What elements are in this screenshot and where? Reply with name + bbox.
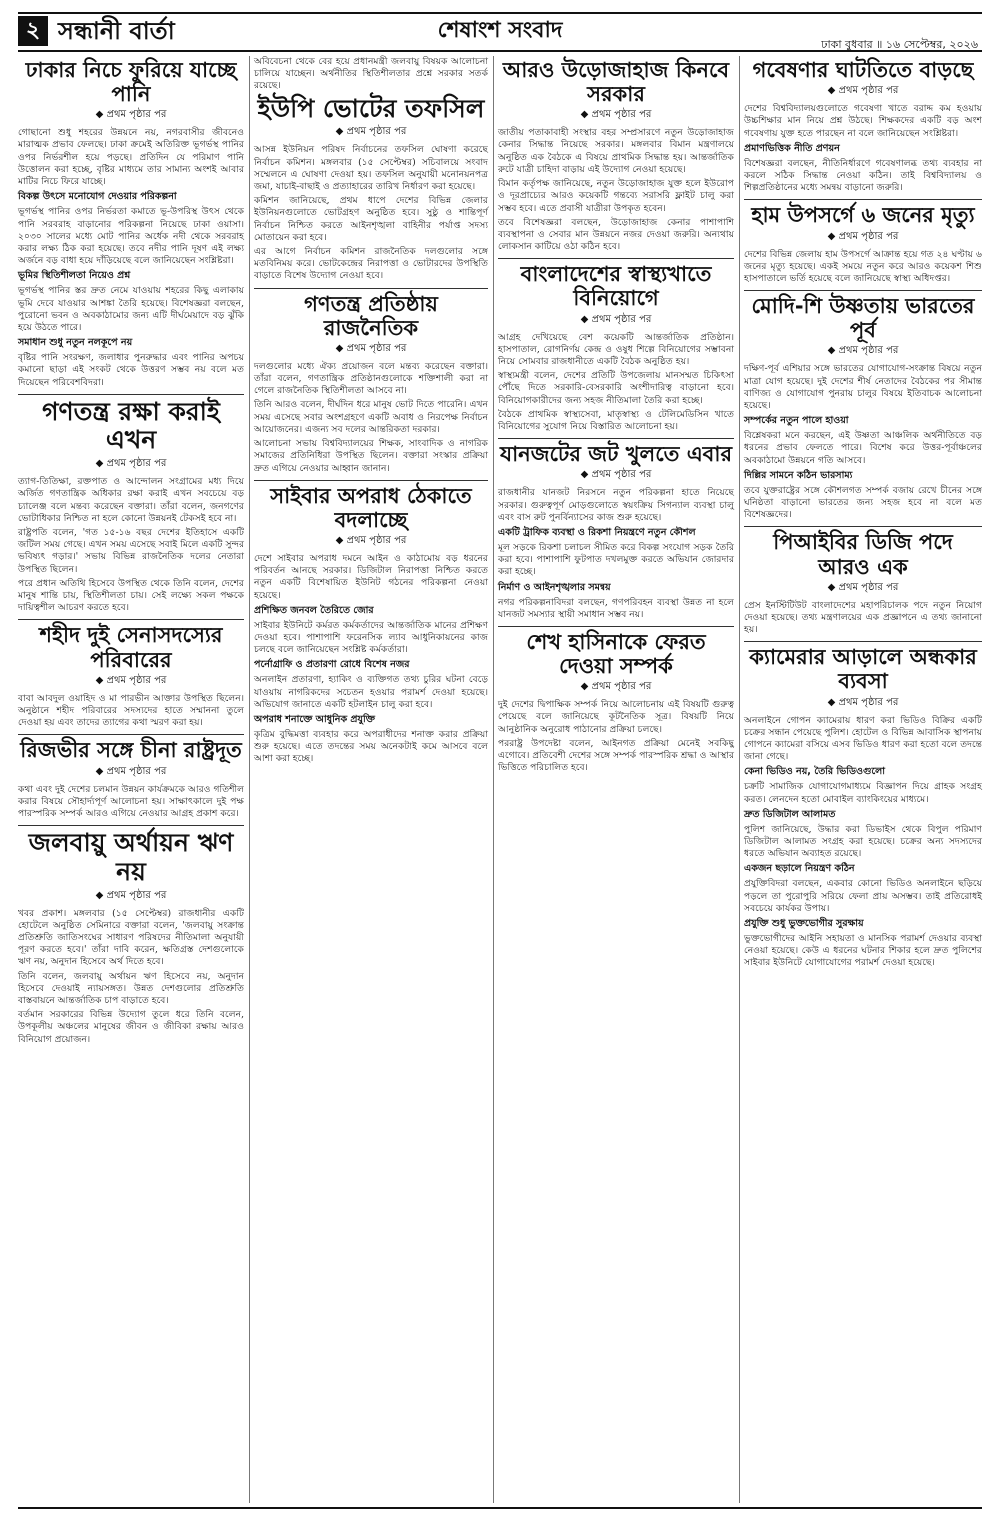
column-4 bbox=[744, 56, 982, 972]
byline: ◆ প্রথম পৃষ্ঠার পর bbox=[95, 458, 167, 470]
headline[interactable]: রিজভীর সঙ্গে চীনা রাষ্ট্রদূত bbox=[20, 738, 242, 763]
divider bbox=[254, 480, 488, 481]
masthead bbox=[18, 12, 982, 52]
byline: ◆ প্রথম পৃষ্ঠার পর bbox=[335, 342, 407, 354]
article-text: আসন্ন ইউনিয়ন পরিষদ নির্বাচনের তফসিল ঘোষণা করেছে নির্বাচন কমিশন। মঙ্গলবার (১৫ সেপ্টেম্বর) সচিবালয়ে সংবাদ সম্মেলনে এ ঘোষণা দেওয়া হয়। তফসিল অনুযায়ী মনোনয়নপত্র জমা, যাচাই-বাছাই ও প্রত্যাহারের তারিখ নির্ধারণ করা হয়েছে। bbox=[254, 144, 488, 192]
subheading: প্রশিক্ষিত জনবল তৈরিতে জোর bbox=[254, 604, 374, 616]
subheading: কেনা ভিডিও নয়, তৈরি ভিডিওগুলো bbox=[744, 766, 886, 778]
subheading: একজন ছড়ালে নিয়ন্ত্রণ কঠিন bbox=[744, 863, 855, 875]
headline[interactable]: গণতন্ত্র রক্ষা করাই এখন bbox=[42, 396, 220, 455]
article-text: বাবা আবদুল ওয়াহিদ ও মা পারভীন আক্তার উপস্থিত ছিলেন। অনুষ্ঠানে শহীদ পরিবারের সদস্যদের হাতে সম্মাননা তুলে দেওয়া হয় এবং তাদের ত্যাগের কথা স্মরণ করা হয়। bbox=[18, 692, 244, 729]
divider bbox=[744, 526, 982, 527]
byline: ◆ প্রথম পৃষ্ঠার পর bbox=[95, 889, 167, 901]
divider bbox=[498, 438, 734, 439]
article-text: জাতীয় পতাকাবাহী সংস্থার বহর সম্প্রসারণে নতুন উড়োজাহাজ কেনার সিদ্ধান্ত নিয়েছে সরকার। মঙ্গলবার বিমান মন্ত্রণালয়ে অনুষ্ঠিত এক বৈঠকে এ বিষয়ে প্রাথমিক সিদ্ধান্ত হয়। আন্তর্জাতিক রুটে যাত্রী চাহিদা বাড়ায় এই উদ্যোগ নেওয়া হয়েছে। bbox=[498, 127, 734, 175]
headline[interactable]: সাইবার অপরাধ ঠেকাতে বদলাচ্ছে bbox=[270, 483, 472, 532]
divider bbox=[18, 619, 244, 620]
column-divider bbox=[249, 56, 250, 1503]
headline[interactable]: যানজটের জট খুলতে এবার bbox=[499, 442, 733, 467]
byline: ◆ প্রথম পৃষ্ঠার পর bbox=[827, 85, 899, 97]
article-text: নগর পরিকল্পনাবিদরা বলছেন, গণপরিবহন ব্যবস্থা উন্নত না হলে যানজট সমস্যার স্থায়ী সমাধান সম্ভব নয়। bbox=[498, 596, 734, 620]
divider bbox=[18, 394, 244, 395]
article-text: পরে প্রধান অতিথি হিসেবে উপস্থিত থেকে তিনি বলেন, দেশের মানুষ শান্তি চায়, স্থিতিশীলতা চায়। সেই লক্ষ্যে সকল পক্ষকে দায়িত্বশীল আচরণ করতে হবে। bbox=[18, 577, 244, 614]
article-text: চক্রটি সামাজিক যোগাযোগমাধ্যমে বিজ্ঞাপন দিয়ে গ্রাহক সংগ্রহ করত। লেনদেন হতো মোবাইল ব্যাংকিংয়ের মাধ্যমে। bbox=[744, 781, 982, 805]
column-divider bbox=[739, 56, 740, 1503]
article-text: অনলাইন প্রতারণা, হ্যাকিং ও ব্যক্তিগত তথ্য চুরির ঘটনা বেড়ে যাওয়ায় নাগরিকদের সচেতন হওয়ার পরামর্শ দেওয়া হয়েছে। অভিযোগ জানাতে একটি হটলাইন চালু করা হবে। bbox=[254, 674, 488, 710]
article-text: খবর প্রকাশ। মঙ্গলবার (১৫ সেপ্টেম্বর) রাজধানীর একটি হোটেলে অনুষ্ঠিত সেমিনারে বক্তারা বলেন, 'জলবায়ু সংক্রান্ত প্রতিশ্রুতি জাতিসংঘের সাধারণ পরিষদের নীতিমালা অনুযায়ী পূরণ করতে হবে।' তাঁরা দাবি করেন, ক্ষতিগ্রস্ত দেশগুলোকে ঋণ নয়, অনুদান হিসেবে অর্থ দিতে হবে। bbox=[18, 907, 244, 968]
headline[interactable]: শেখ হাসিনাকে ফেরত দেওয়া সম্পর্ক bbox=[526, 629, 706, 679]
article-text: অবিবেচনা থেকে বের হয়ে প্রধানমন্ত্রী জলবায়ু বিষয়ক আলোচনা চালিয়ে যাচ্ছেন। অর্থনীতির স্থিতিশীলতার প্রশ্নে সরকার সতর্ক রয়েছে। bbox=[254, 56, 488, 92]
article-text: কথা এবং দুই দেশের চলমান উন্নয়ন কার্যক্রমকে আরও গতিশীল করার বিষয়ে সৌহার্দ্যপূর্ণ আলোচনা হয়। সাক্ষাৎকালে দুই পক্ষ পারস্পরিক সম্পর্ক আরও এগিয়ে নেওয়ার আগ্রহ প্রকাশ করে। bbox=[18, 783, 244, 819]
column-divider bbox=[493, 56, 494, 1503]
article-text: এর আগে নির্বাচন কমিশন রাজনৈতিক দলগুলোর সঙ্গে মতবিনিময় করে। ভোটকেন্দ্রের নিরাপত্তা ও ভোটারদের উপস্থিতি বাড়াতে বিশেষ উদ্যোগ নেওয়া হবে। bbox=[254, 245, 488, 282]
byline: ◆ প্রথম পৃষ্ঠার পর bbox=[95, 109, 167, 121]
headline[interactable]: পিআইবির ডিজি পদে আরও এক bbox=[773, 530, 953, 579]
subheading: পর্নোগ্রাফি ও প্রতারণা রোধে বিশেষ নজর bbox=[254, 659, 410, 671]
article-text: দক্ষিণ-পূর্ব এশিয়ার সঙ্গে ভারতের যোগাযোগ-সংক্রান্ত বিষয়ে নতুন মাত্রা যোগ হয়েছে। দুই দেশের শীর্ষ নেতাদের বৈঠকের পর সীমান্ত বাণিজ্য ও যোগাযোগ পুনরায় চালুর বিষয়ে ইতিবাচক আলোচনা হয়েছে। bbox=[744, 363, 982, 411]
byline: ◆ প্রথম পৃষ্ঠার পর bbox=[827, 581, 899, 593]
subheading: ভূমির স্থিতিশীলতা নিয়েও প্রশ্ন bbox=[18, 270, 131, 282]
byline: ◆ প্রথম পৃষ্ঠার পর bbox=[335, 534, 407, 546]
article-text: তবে যুক্তরাষ্ট্রের সঙ্গে কৌশলগত সম্পর্ক বজায় রেখে চীনের সঙ্গে ঘনিষ্ঠতা বাড়ানো ভারতের জন্য সহজ হবে না বলে মত বিশেষজ্ঞদের। bbox=[744, 484, 982, 521]
article-text: পররাষ্ট্র উপদেষ্টা বলেন, আইনগত প্রক্রিয়া মেনেই সবকিছু এগোবে। প্রতিবেশী দেশের সঙ্গে সম্পর্ক পারস্পরিক শ্রদ্ধা ও আস্থার ভিত্তিতে পরিচালিত হবে। bbox=[498, 737, 734, 774]
subheading: নির্মাণ ও আইনশৃঙ্খলার সমন্বয় bbox=[498, 581, 611, 593]
article-text: সাইবার ইউনিটে কর্মরত কর্মকর্তাদের আন্তর্জাতিক মানের প্রশিক্ষণ দেওয়া হবে। পাশাপাশি ফরেনসিক ল্যাব আধুনিকায়নের কাজ চলছে বলে জানিয়েছেন সংশ্লিষ্ট কর্মকর্তারা। bbox=[254, 619, 488, 656]
headline[interactable]: আরও উড়োজাহাজ কিনবে সরকার bbox=[502, 58, 730, 107]
article-text: তিনি বলেন, জলবায়ু অর্থায়ন ঋণ হিসেবে নয়, অনুদান হিসেবে দেওয়াই ন্যায়সঙ্গত। উন্নত দেশগুলোর প্রতিশ্রুতি বাস্তবায়নে আন্তর্জাতিক চাপ বাড়াতে হবে। bbox=[18, 970, 244, 1007]
byline: ◆ প্রথম পৃষ্ঠার পর bbox=[95, 765, 167, 777]
byline: ◆ প্রথম পৃষ্ঠার পর bbox=[827, 345, 899, 357]
article-text: রাষ্ট্রপতি বলেন, 'গত ১৫-১৬ বছর দেশের ইতিহাসে একটি জটিল সময় গেছে। এখন সময় এসেছে সবাই মিলে একটি সুন্দর ভবিষ্যৎ গড়ার।' সভায় বিভিন্ন রাজনৈতিক দলের নেতারা উপস্থিত ছিলেন। bbox=[18, 527, 244, 575]
subheading: প্রমাণভিত্তিক নীতি প্রণয়ন bbox=[744, 142, 840, 154]
headline[interactable]: ঢাকার নিচে ফুরিয়ে যাচ্ছে পানি bbox=[25, 58, 237, 107]
byline: ◆ প্রথম পৃষ্ঠার পর bbox=[580, 681, 652, 693]
article-text: ভূগর্ভস্থ পানির স্তর দ্রুত নেমে যাওয়ায় শহরের কিছু এলাকায় ভূমি দেবে যাওয়ার আশঙ্কা তৈরি হয়েছে। বিশেষজ্ঞরা বলছেন, পুরোনো ভবন ও অবকাঠামোর জন্য এটি দীর্ঘমেয়াদে বড় ঝুঁকি হয়ে উঠতে পারে। bbox=[18, 285, 244, 333]
column-2 bbox=[254, 56, 488, 768]
article-text: দেশের বিভিন্ন জেলায় হাম উপসর্গে আক্রান্ত হয়ে গত ২৪ ঘণ্টায় ৬ জনের মৃত্যু হয়েছে। একই সময়ে নতুন করে আরও কয়েকশ শিশু হাসপাতালে ভর্তি হয়েছে বলে জানিয়েছে স্বাস্থ্য অধিদপ্তর। bbox=[744, 248, 982, 284]
article-text: কমিশন জানিয়েছে, প্রথম ধাপে দেশের বিভিন্ন জেলার ইউনিয়নগুলোতে ভোটগ্রহণ অনুষ্ঠিত হবে। সুষ্ঠু ও শান্তিপূর্ণ নির্বাচন নিশ্চিত করতে আইনশৃঙ্খলা বাহিনীর পর্যাপ্ত সদস্য মোতায়েন করা হবে। bbox=[254, 195, 488, 243]
article-text: দেশে সাইবার অপরাধ দমনে আইন ও কাঠামোয় বড় ধরনের পরিবর্তন আনছে সরকার। ডিজিটাল নিরাপত্তা নিশ্চিত করতে নতুন একটি বিশেষায়িত ইউনিট গঠনের পরিকল্পনা নেওয়া হয়েছে। bbox=[254, 552, 488, 601]
article-text: মূল সড়কে রিকশা চলাচল সীমিত করে বিকল্প সংযোগ সড়ক তৈরি করা হবে। পাশাপাশি ফুটপাত দখলমুক্ত করতে অভিযান জোরদার করা হচ্ছে। bbox=[498, 541, 734, 578]
article-text: ত্যাগ-তিতিক্ষা, রক্তপাত ও আন্দোলন সংগ্রামের মধ্য দিয়ে অর্জিত গণতান্ত্রিক অধিকার রক্ষা করাই এখন সবচেয়ে বড় চ্যালেঞ্জ বলে মন্তব্য করেছেন বক্তারা। তাঁরা বলেন, জনগণের ভোটাধিকার নিশ্চিত না হলে কোনো উন্নয়নই টেকসই হবে না। bbox=[18, 476, 244, 524]
byline: ◆ প্রথম পৃষ্ঠার পর bbox=[95, 674, 167, 686]
subheading: দিল্লির সামনে কঠিন ভারসাম্য bbox=[744, 469, 853, 481]
article-text: বিশ্লেষকরা মনে করছেন, এই উষ্ণতা আঞ্চলিক অর্থনীতিতে বড় ধরনের প্রভাব ফেলতে পারে। বিশেষ করে উত্তর-পূর্বাঞ্চলের অবকাঠামো উন্নয়নে গতি আসবে। bbox=[744, 430, 982, 466]
subheading: বিকল্প উৎসে মনোযোগ দেওয়ার পরিকল্পনা bbox=[18, 191, 177, 203]
divider bbox=[744, 290, 982, 291]
headline[interactable]: ইউপি ভোটের তফসিল bbox=[257, 93, 485, 123]
divider bbox=[498, 258, 734, 259]
article-text: দেশের বিশ্ববিদ্যালয়গুলোতে গবেষণা খাতে বরাদ্দ কম হওয়ায় উচ্চশিক্ষার মান নিয়ে প্রশ্ন উঠছে। শিক্ষকদের একটি বড় অংশ গবেষণায় যুক্ত হতে পারছেন না বলে জানিয়েছেন সংশ্লিষ্টরা। bbox=[744, 103, 982, 139]
article-text: বিমান কর্তৃপক্ষ জানিয়েছে, নতুন উড়োজাহাজ যুক্ত হলে ইউরোপ ও দূরপ্রাচ্যের আরও কয়েকটি গন্তব্যে সরাসরি ফ্লাইট চালু করা সম্ভব হবে। এতে প্রবাসী যাত্রীরা উপকৃত হবেন। bbox=[498, 178, 734, 214]
article-text: প্রেস ইনস্টিটিউট বাংলাদেশের মহাপরিচালক পদে নতুন নিয়োগ দেওয়া হয়েছে। তথ্য মন্ত্রণালয়ের এক প্রজ্ঞাপনে এ তথ্য জানানো হয়। bbox=[744, 599, 982, 636]
article-text: বিশেষজ্ঞরা বলছেন, নীতিনির্ধারণে গবেষণালব্ধ তথ্য ব্যবহার না করলে সঠিক সিদ্ধান্ত নেওয়া কঠিন। তাই বিশ্ববিদ্যালয় ও শিল্পপ্রতিষ্ঠানের মধ্যে সমন্বয় বাড়ানো জরুরি। bbox=[744, 157, 982, 194]
headline[interactable]: শহীদ দুই সেনাসদস্যের পরিবারের bbox=[39, 623, 223, 672]
byline: ◆ প্রথম পৃষ্ঠার পর bbox=[580, 469, 652, 481]
page-number: ২ bbox=[18, 16, 48, 46]
headline[interactable]: বাংলাদেশের স্বাস্থ্যখাতে বিনিয়োগে bbox=[520, 262, 712, 311]
article-text: গোছানো শুধু শহরের উন্নয়নে নয়, নগরবাসীর জীবনেও মারাত্মক প্রভাব ফেলছে। ঢাকা ক্রমেই অতিরিক্ত ভূগর্ভস্থ পানির ওপর নির্ভরশীল হয়ে পড়ছে। প্রতিদিন যে পরিমাণ পানি উত্তোলন করা হচ্ছে, বৃষ্টির মাধ্যমে তার সামান্য অংশই আবার মাটির নিচে ফিরে যাচ্ছে। bbox=[18, 127, 244, 188]
subheading: প্রযুক্তি শুধু ভুক্তভোগীর সুরক্ষায় bbox=[744, 918, 864, 930]
article-text: ভূগর্ভস্থ পানির ওপর নির্ভরতা কমাতে ভূ-উপরিস্থ উৎস থেকে পানি সরবরাহ বাড়ানোর পরিকল্পনা নিয়েছে ঢাকা ওয়াসা। ২০৩০ সালের মধ্যে মোট পানির অর্ধেক নদী থেকে সরবরাহ করার লক্ষ্য ঠিক করা হয়েছে। তবে নদীর পানি দূষণ এই লক্ষ্য অর্জনে বড় বাধা হয়ে দাঁড়িয়েছে বলে জানিয়েছেন সংশ্লিষ্টরা। bbox=[18, 206, 244, 267]
byline: ◆ প্রথম পৃষ্ঠার পর bbox=[827, 230, 899, 242]
headline[interactable]: গণতন্ত্র প্রতিষ্ঠায় রাজনৈতিক bbox=[304, 291, 438, 340]
byline: ◆ প্রথম পৃষ্ঠার পর bbox=[580, 109, 652, 121]
article-text: আগ্রহ দেখিয়েছে বেশ কয়েকটি আন্তর্জাতিক প্রতিষ্ঠান। হাসপাতাল, রোগনির্ণয় কেন্দ্র ও ওষুধ শিল্পে বিনিয়োগের সম্ভাবনা নিয়ে সোমবার রাজধানীতে একটি বৈঠক অনুষ্ঠিত হয়। bbox=[498, 331, 734, 367]
article-text: বৈঠকে প্রাথমিক স্বাস্থ্যসেবা, মাতৃস্বাস্থ্য ও টেলিমেডিসিন খাতে বিনিয়োগের সুযোগ নিয়ে বিস্তারিত আলোচনা হয়। bbox=[498, 408, 734, 433]
headline[interactable]: হাম উপসর্গে ৬ জনের মৃত্যু bbox=[751, 203, 975, 228]
article-text: বৃষ্টির পানি সংরক্ষণ, জলাধার পুনরুদ্ধার এবং পানির অপচয় কমানো ছাড়া এই সংকট থেকে উত্তরণ সম্ভব নয় বলে মত দিয়েছেন পরিবেশবিদরা। bbox=[18, 352, 244, 388]
headline[interactable]: ক্যামেরার আড়ালে অন্ধকার ব্যবসা bbox=[749, 645, 977, 694]
headline[interactable]: মোদি-শি উষ্ণতায় ভারতের পূর্ব bbox=[751, 294, 975, 343]
divider bbox=[18, 734, 244, 735]
subheading: সমাধান শুধু নতুন নলকূপে নয় bbox=[18, 337, 133, 349]
divider bbox=[744, 641, 982, 642]
column-3 bbox=[498, 56, 734, 776]
subheading: অপরাধ শনাক্তে আধুনিক প্রযুক্তি bbox=[254, 714, 375, 726]
article-text: রাজধানীর যানজট নিরসনে নতুন পরিকল্পনা হাতে নিয়েছে সরকার। গুরুত্বপূর্ণ মোড়গুলোতে স্বয়ংক্রিয় সিগন্যাল ব্যবস্থা চালু এবং বাস রুট পুনর্বিন্যাসের কাজ শুরু হয়েছে। bbox=[498, 487, 734, 523]
article-text: দলগুলোর মধ্যে ঐক্য প্রয়োজন বলে মন্তব্য করেছেন বক্তারা। তাঁরা বলেন, গণতান্ত্রিক প্রতিষ্ঠানগুলোকে শক্তিশালী করা না গেলে রাজনৈতিক স্থিতিশীলতা আসবে না। bbox=[254, 360, 488, 397]
subheading: দ্রুত ডিজিটাল আলামত bbox=[744, 808, 836, 820]
byline: ◆ প্রথম পৃষ্ঠার পর bbox=[580, 313, 652, 325]
divider bbox=[744, 199, 982, 200]
headline[interactable]: জলবায়ু অর্থায়ন ঋণ নয় bbox=[28, 828, 234, 886]
byline: ◆ প্রথম পৃষ্ঠার পর bbox=[827, 696, 899, 708]
article-text: অনলাইনে গোপন ক্যামেরায় ধারণ করা ভিডিও বিক্রির একটি চক্রের সন্ধান পেয়েছে পুলিশ। হোটেল ও বিভিন্ন আবাসিক স্থাপনায় গোপনে ক্যামেরা বসিয়ে এসব ভিডিও ধারণ করা হতো বলে তদন্তে জানা গেছে। bbox=[744, 714, 982, 763]
article-text: বর্তমান সরকারের বিভিন্ন উদ্যোগ তুলে ধরে তিনি বলেন, উপকূলীয় অঞ্চলের মানুষের জীবন ও জীবিকা রক্ষায় আরও বিনিয়োগ প্রয়োজন। bbox=[18, 1009, 244, 1045]
article-text: পুলিশ জানিয়েছে, উদ্ধার করা ডিভাইস থেকে বিপুল পরিমাণ ডিজিটাল আলামত সংগ্রহ করা হয়েছে। চক্রের অন্য সদস্যদের ধরতে অভিযান অব্যাহত রয়েছে। bbox=[744, 823, 982, 860]
article-text: তিনি আরও বলেন, দীর্ঘদিন ধরে মানুষ ভোট দিতে পারেনি। এখন সময় এসেছে সবার অংশগ্রহণে একটি অবাধ ও নিরপেক্ষ নির্বাচন আয়োজনের। এজন্য সব দলের আন্তরিকতা দরকার। bbox=[254, 399, 488, 435]
divider bbox=[254, 288, 488, 289]
subheading: একটি ট্রাফিক ব্যবস্থা ও রিকশা নিয়ন্ত্রণে নতুন কৌশল bbox=[498, 526, 696, 538]
article-text: ভুক্তভোগীদের আইনি সহায়তা ও মানসিক পরামর্শ দেওয়ার ব্যবস্থা নেওয়া হয়েছে। কেউ এ ধরনের ঘটনার শিকার হলে দ্রুত পুলিশের সাইবার ইউনিটে যোগাযোগের পরামর্শ দেওয়া হয়েছে। bbox=[744, 933, 982, 969]
article-text: আলোচনা সভায় বিশ্ববিদ্যালয়ের শিক্ষক, সাংবাদিক ও নাগরিক সমাজের প্রতিনিধিরা উপস্থিত ছিলেন। বক্তারা সংস্কার প্রক্রিয়া দ্রুত এগিয়ে নেওয়ার আহ্বান জানান। bbox=[254, 438, 488, 474]
subheading: সম্পর্কের নতুন পালে হাওয়া bbox=[744, 415, 849, 427]
article-text: প্রযুক্তিবিদরা বলছেন, একবার কোনো ভিডিও অনলাইনে ছড়িয়ে পড়লে তা পুরোপুরি সরিয়ে ফেলা প্রায় অসম্ভব। তাই প্রতিরোধই সবচেয়ে কার্যকর উপায়। bbox=[744, 878, 982, 914]
divider bbox=[18, 825, 244, 826]
footer-rule bbox=[18, 1507, 982, 1509]
article-text: দুই দেশের দ্বিপাক্ষিক সম্পর্ক নিয়ে আলোচনায় এই বিষয়টি গুরুত্ব পেয়েছে বলে জানিয়েছে কূটনৈতিক সূত্র। বিষয়টি নিয়ে আনুষ্ঠানিক অনুরোধ পাঠানোর প্রক্রিয়া চলছে। bbox=[498, 699, 734, 735]
divider bbox=[498, 626, 734, 627]
headline[interactable]: গবেষণার ঘাটতিতে বাড়ছে bbox=[752, 58, 974, 82]
paper-name: সন্ধানী বার্তা bbox=[58, 17, 175, 45]
byline: ◆ প্রথম পৃষ্ঠার পর bbox=[335, 126, 407, 138]
article-text: স্বাস্থ্যমন্ত্রী বলেন, দেশের প্রতিটি উপজেলায় মানসম্মত চিকিৎসা পৌঁছে দিতে সরকারি-বেসরকারি অংশীদারিত্ব বাড়ানো হবে। বিনিয়োগকারীদের জন্য সহজ নীতিমালা তৈরি করা হচ্ছে। bbox=[498, 370, 734, 406]
section-title: শেষাংশ সংবাদ bbox=[437, 18, 563, 43]
dateline: ঢাকা বুধবার ॥ ১৬ সেপ্টেম্বর, ২০২৬ bbox=[821, 38, 978, 51]
article-text: কৃত্রিম বুদ্ধিমত্তা ব্যবহার করে অপরাধীদের শনাক্ত করার প্রক্রিয়া শুরু হয়েছে। এতে তদন্তের সময় অনেকটাই কমে আসবে বলে আশা করা হচ্ছে। bbox=[254, 729, 488, 765]
column-1 bbox=[18, 56, 244, 1048]
article-text: তবে বিশেষজ্ঞরা বলছেন, উড়োজাহাজ কেনার পাশাপাশি ব্যবস্থাপনা ও সেবার মান উন্নয়নে নজর দেওয়া জরুরি। অন্যথায় লোকসান কাটিয়ে ওঠা কঠিন হবে। bbox=[498, 216, 734, 253]
